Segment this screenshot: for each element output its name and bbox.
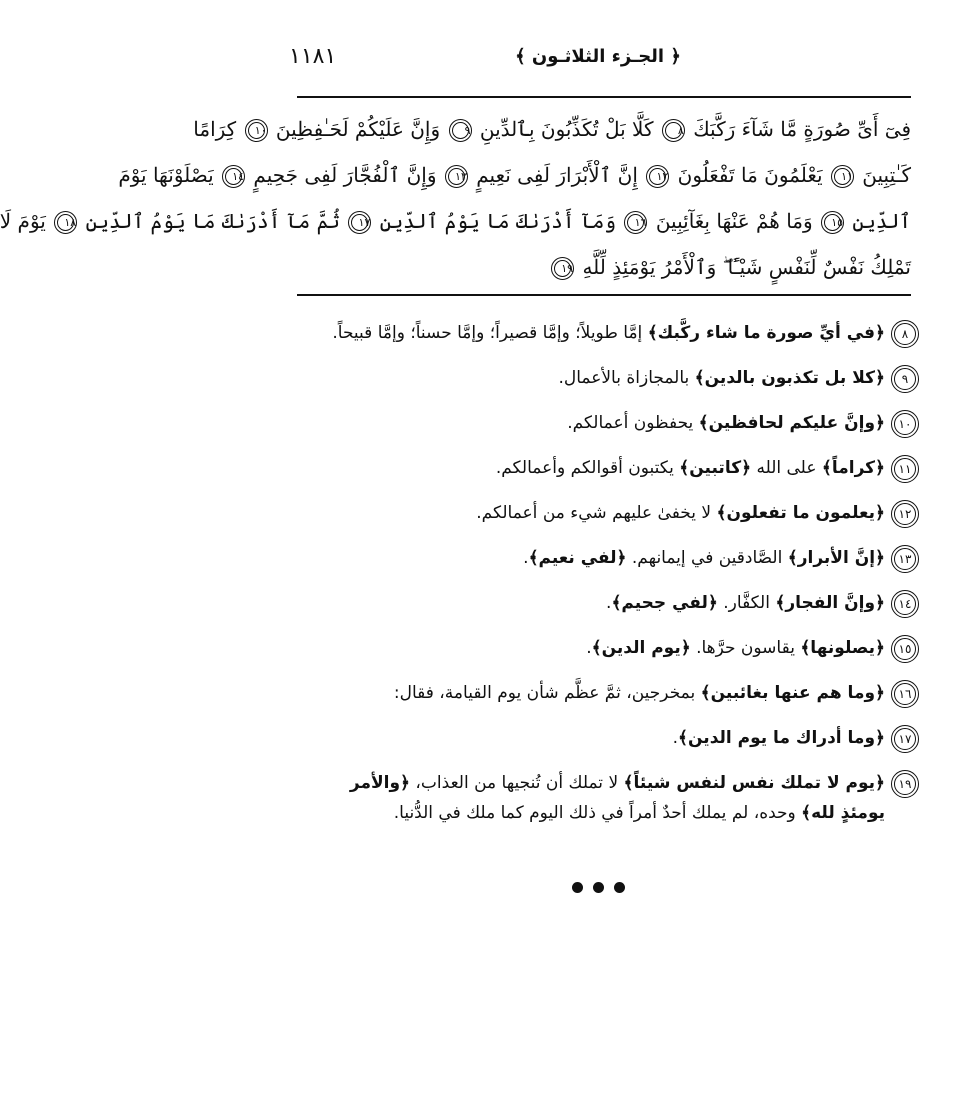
explanation: . (672, 728, 679, 748)
ayah-number-marker: ١٩ (551, 257, 574, 280)
verse-number-badge: ١٩ (891, 770, 919, 798)
tafsir-text (496, 453, 885, 483)
tafsir-entry (309, 498, 919, 528)
ayah-text: يَصْلَوْنَهَا يَوْمَ (118, 163, 214, 187)
explanation: يكتبون أقوالكم وأعمالكم. (495, 458, 680, 478)
ayah-number-marker: ١٧ (348, 211, 371, 234)
verse-number-badge: ١٢ (891, 500, 919, 528)
quoted-verse: ﴿كاتبين﴾ (679, 458, 752, 478)
ayah-number-marker: ٨ (662, 119, 685, 142)
explanation: لا تملك أن تُنجيها من العذاب، (410, 773, 624, 793)
explanation: لا يخفىٰ عليهم شيء من أعمالكم. (476, 503, 717, 523)
juz-title: ﴿ الجـزء الثلاثـون ﴾ (515, 46, 681, 67)
ayah-text: يَوْمَ لَا (0, 209, 46, 233)
quran-line (0, 198, 911, 244)
quoted-verse: ﴿وما هم عنها بغائبين﴾ (700, 683, 885, 703)
ayah-text: وَإِنَّ ٱلْفُجَّارَ لَفِى جَحِيمٍ (253, 163, 437, 187)
tafsir-text (332, 318, 885, 348)
verse-number-badge: ١٣ (891, 545, 919, 573)
ayah-number-marker: ١٢ (646, 165, 669, 188)
explanation: وحده، لم يملك أحدٌ أمراً في ذلك اليوم كما ملك في الدُّنيا. (393, 803, 802, 823)
quran-text-block (0, 106, 911, 290)
quoted-verse: ﴿يوم لا تملك نفس لنفس شيئاً﴾ (623, 773, 885, 793)
ayah-number-marker: ١٣ (445, 165, 468, 188)
verse-number-badge: ٨ (891, 320, 919, 348)
explanation: إمَّا طويلاً؛ وإمَّا قصيراً؛ وإمَّا حسناً؛ وإمَّا قبيحاً. (332, 323, 648, 343)
verse-number-badge: ١٧ (891, 725, 919, 753)
ayah-text: وَإِنَّ عَلَيْكُمْ لَحَـٰفِظِينَ (275, 117, 441, 141)
verse-number-badge: ١٤ (891, 590, 919, 618)
page-header (289, 38, 907, 78)
tafsir-entry (309, 543, 919, 573)
tafsir-text (309, 768, 885, 828)
quran-line (118, 152, 911, 198)
explanation: . (586, 638, 592, 658)
explanation: الصَّادقين في إيمانهم. (626, 548, 788, 568)
quoted-verse: ﴿يصلونها﴾ (800, 638, 885, 658)
explanation: يحفظون أعمالكم. (567, 413, 699, 433)
tafsir-text (523, 543, 885, 573)
end-marker (219, 878, 977, 897)
explanation: بمخرجين، ثمَّ عظَّم شأن يوم القيامة، فقال: (393, 683, 701, 703)
explanation: الكفَّار. (717, 593, 776, 613)
verse-number-badge: ١٦ (891, 680, 919, 708)
tafsir-entry (309, 633, 919, 663)
ayah-number-marker: ١٠ (245, 119, 268, 142)
tafsir-text (394, 678, 885, 708)
ayah-text: ثُمَّ مَآ أَدْرَىٰكَ مَا يَوْمُ ٱلدِّينِ (85, 209, 341, 233)
explanation: بالمجازاة بالأعمال. (558, 368, 695, 388)
quoted-verse: ﴿وما أدراك ما يوم الدين﴾ (678, 728, 885, 748)
ayah-text: كِرَامًا (193, 117, 237, 141)
tafsir-entry (309, 318, 919, 348)
explanation: يقاسون حرَّها. (690, 638, 801, 658)
ayah-text: وَمَا هُمْ عَنْهَا بِغَآئِبِينَ (655, 209, 813, 233)
tafsir-entry (309, 408, 919, 438)
quoted-verse: ﴿لفي نعيم﴾ (528, 548, 627, 568)
quoted-verse: ﴿يعلمون ما تفعلون﴾ (716, 503, 885, 523)
ayah-number-marker: ١٨ (54, 211, 77, 234)
tafsir-text (606, 588, 885, 618)
ayah-text: فِىٓ أَىِّ صُورَةٍ مَّا شَآءَ رَكَّبَكَ (693, 117, 911, 141)
tafsir-text (673, 723, 885, 753)
tafsir-entry (309, 768, 919, 828)
tafsir-entry (309, 588, 919, 618)
ayah-text: كَلَّا بَلْ تُكَذِّبُونَ بِٱلدِّينِ (479, 117, 654, 141)
verse-number-badge: ١٥ (891, 635, 919, 663)
ayah-number-marker: ١١ (831, 165, 854, 188)
quoted-verse: ﴿يوم الدين﴾ (591, 638, 691, 658)
ayah-text: ٱلدِّينِ (852, 209, 911, 233)
ayah-number-marker: ١٦ (624, 211, 647, 234)
tafsir-text (586, 633, 885, 663)
quoted-verse: ﴿وإنَّ عليكم لحافظين﴾ (698, 413, 885, 433)
quoted-verse: ﴿والأمر يومئذٍ لله﴾ (349, 773, 885, 823)
ayah-number-marker: ٩ (449, 119, 472, 142)
quoted-verse: ﴿في أيِّ صورة ما شاء ركَّبك﴾ (647, 323, 885, 343)
explanation: على الله (751, 458, 822, 478)
ayah-text: إِنَّ ٱلْأَبْرَارَ لَفِى نَعِيمٍ (476, 163, 638, 187)
header-divider (297, 96, 911, 98)
quoted-verse: ﴿كراماً﴾ (821, 458, 885, 478)
end-dot (614, 882, 625, 893)
quoted-verse: ﴿لفي جحيم﴾ (611, 593, 718, 613)
page-number: ١١٨١ (289, 44, 337, 69)
explanation: . (523, 548, 529, 568)
end-dot (593, 882, 604, 893)
verse-number-badge: ٩ (891, 365, 919, 393)
tafsir-entry (309, 453, 919, 483)
quoted-verse: ﴿وإنَّ الفجار﴾ (775, 593, 885, 613)
quran-line (295, 244, 911, 290)
quran-line (193, 106, 911, 152)
quran-tafsir-divider (297, 294, 911, 296)
tafsir-entry (309, 363, 919, 393)
ayah-text: كَـٰتِبِينَ (862, 163, 911, 187)
verse-number-badge: ١٠ (891, 410, 919, 438)
tafsir-block (309, 318, 919, 843)
tafsir-text (558, 363, 885, 393)
tafsir-text (476, 498, 885, 528)
explanation: . (606, 593, 612, 613)
tafsir-text (567, 408, 885, 438)
ayah-text: وَمَآ أَدْرَىٰكَ مَا يَوْمُ ٱلدِّينِ (379, 209, 617, 233)
ayah-text: يَعْلَمُونَ مَا تَفْعَلُونَ (677, 163, 823, 187)
tafsir-entry (309, 678, 919, 708)
quoted-verse: ﴿إنَّ الأبرار﴾ (787, 548, 885, 568)
tafsir-entry (309, 723, 919, 753)
ayah-number-marker: ١٥ (821, 211, 844, 234)
ayah-text: تَمْلِكُ نَفْسٌ لِّنَفْسٍ شَيْـًٔا ۖ وَٱلْأَمْرُ يَوْمَئِذٍ لِّلَّهِ (582, 255, 911, 279)
end-dot (572, 882, 583, 893)
ayah-number-marker: ١٤ (222, 165, 245, 188)
verse-number-badge: ١١ (891, 455, 919, 483)
quoted-verse: ﴿كلا بل تكذبون بالدين﴾ (694, 368, 885, 388)
